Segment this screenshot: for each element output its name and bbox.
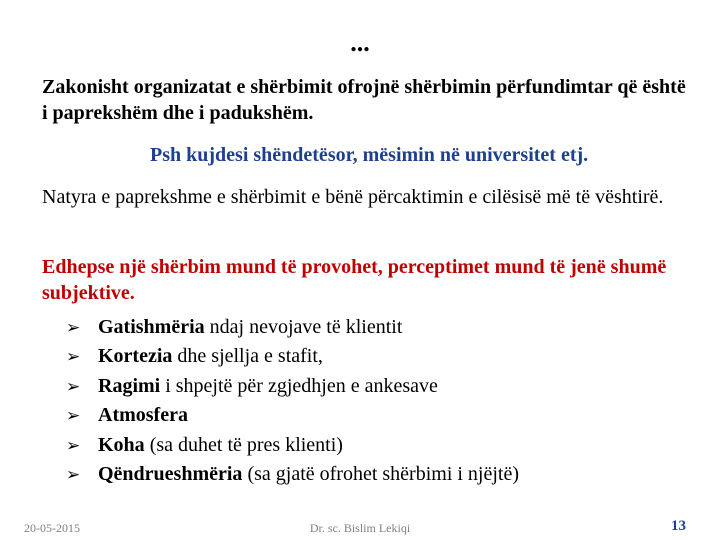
list-item-text: dhe sjellja e stafit, <box>172 345 323 368</box>
list-item-keyword: Koha <box>98 433 145 456</box>
list-item-keyword: Atmosfera <box>98 404 188 427</box>
quality-factors-list <box>66 313 519 489</box>
paragraph-subjective: Edhepse një shërbim mund të provohet, perceptimet mund të jenë shumë subjektive. <box>42 256 667 304</box>
example-line: Psh kujdesi shëndetësor, mësimin në universitet etj. <box>150 144 589 166</box>
footer-author: Dr. sc. Bislim Lekiqi <box>309 521 411 535</box>
arrow-bullet-icon: ➢ <box>66 347 81 368</box>
list-item <box>66 372 519 401</box>
paragraph-intangibility: Natyra e paprekshme e shërbimit e bënë përcaktimin e cilësisë më të vështirë. <box>42 186 664 208</box>
arrow-bullet-icon: ➢ <box>66 435 81 456</box>
list-item-text: i shpejtë për zgjedhjen e ankesave <box>160 374 438 397</box>
list-item-keyword: Qëndrueshmëria <box>98 463 243 486</box>
page-number: 13 <box>671 518 686 534</box>
list-item <box>66 401 519 430</box>
list-item-keyword: Gatishmëria <box>98 316 205 338</box>
list-item <box>66 313 519 342</box>
arrow-bullet-icon: ➢ <box>66 318 81 338</box>
slide-title: ... <box>350 28 370 57</box>
list-item-text: (sa gjatë ofrohet shërbimi i njëjtë) <box>242 463 520 486</box>
list-item-text: (sa duhet të pres klienti) <box>144 433 343 456</box>
arrow-bullet-icon: ➢ <box>66 465 81 486</box>
list-item-text: ndaj nevojave të klientit <box>204 316 403 338</box>
list-item-keyword: Kortezia <box>98 345 173 368</box>
footer-date: 20-05-2015 <box>24 521 80 535</box>
list-item <box>66 460 519 489</box>
list-item <box>66 431 519 460</box>
list-item <box>66 342 519 371</box>
list-item-keyword: Ragimi <box>98 374 161 397</box>
arrow-bullet-icon: ➢ <box>66 376 81 397</box>
paragraph-intro: Zakonisht organizatat e shërbimit ofrojnë shërbimin përfundimtar që është i paprekshëm dhe i padukshëm. <box>42 76 686 124</box>
arrow-bullet-icon: ➢ <box>66 406 81 427</box>
